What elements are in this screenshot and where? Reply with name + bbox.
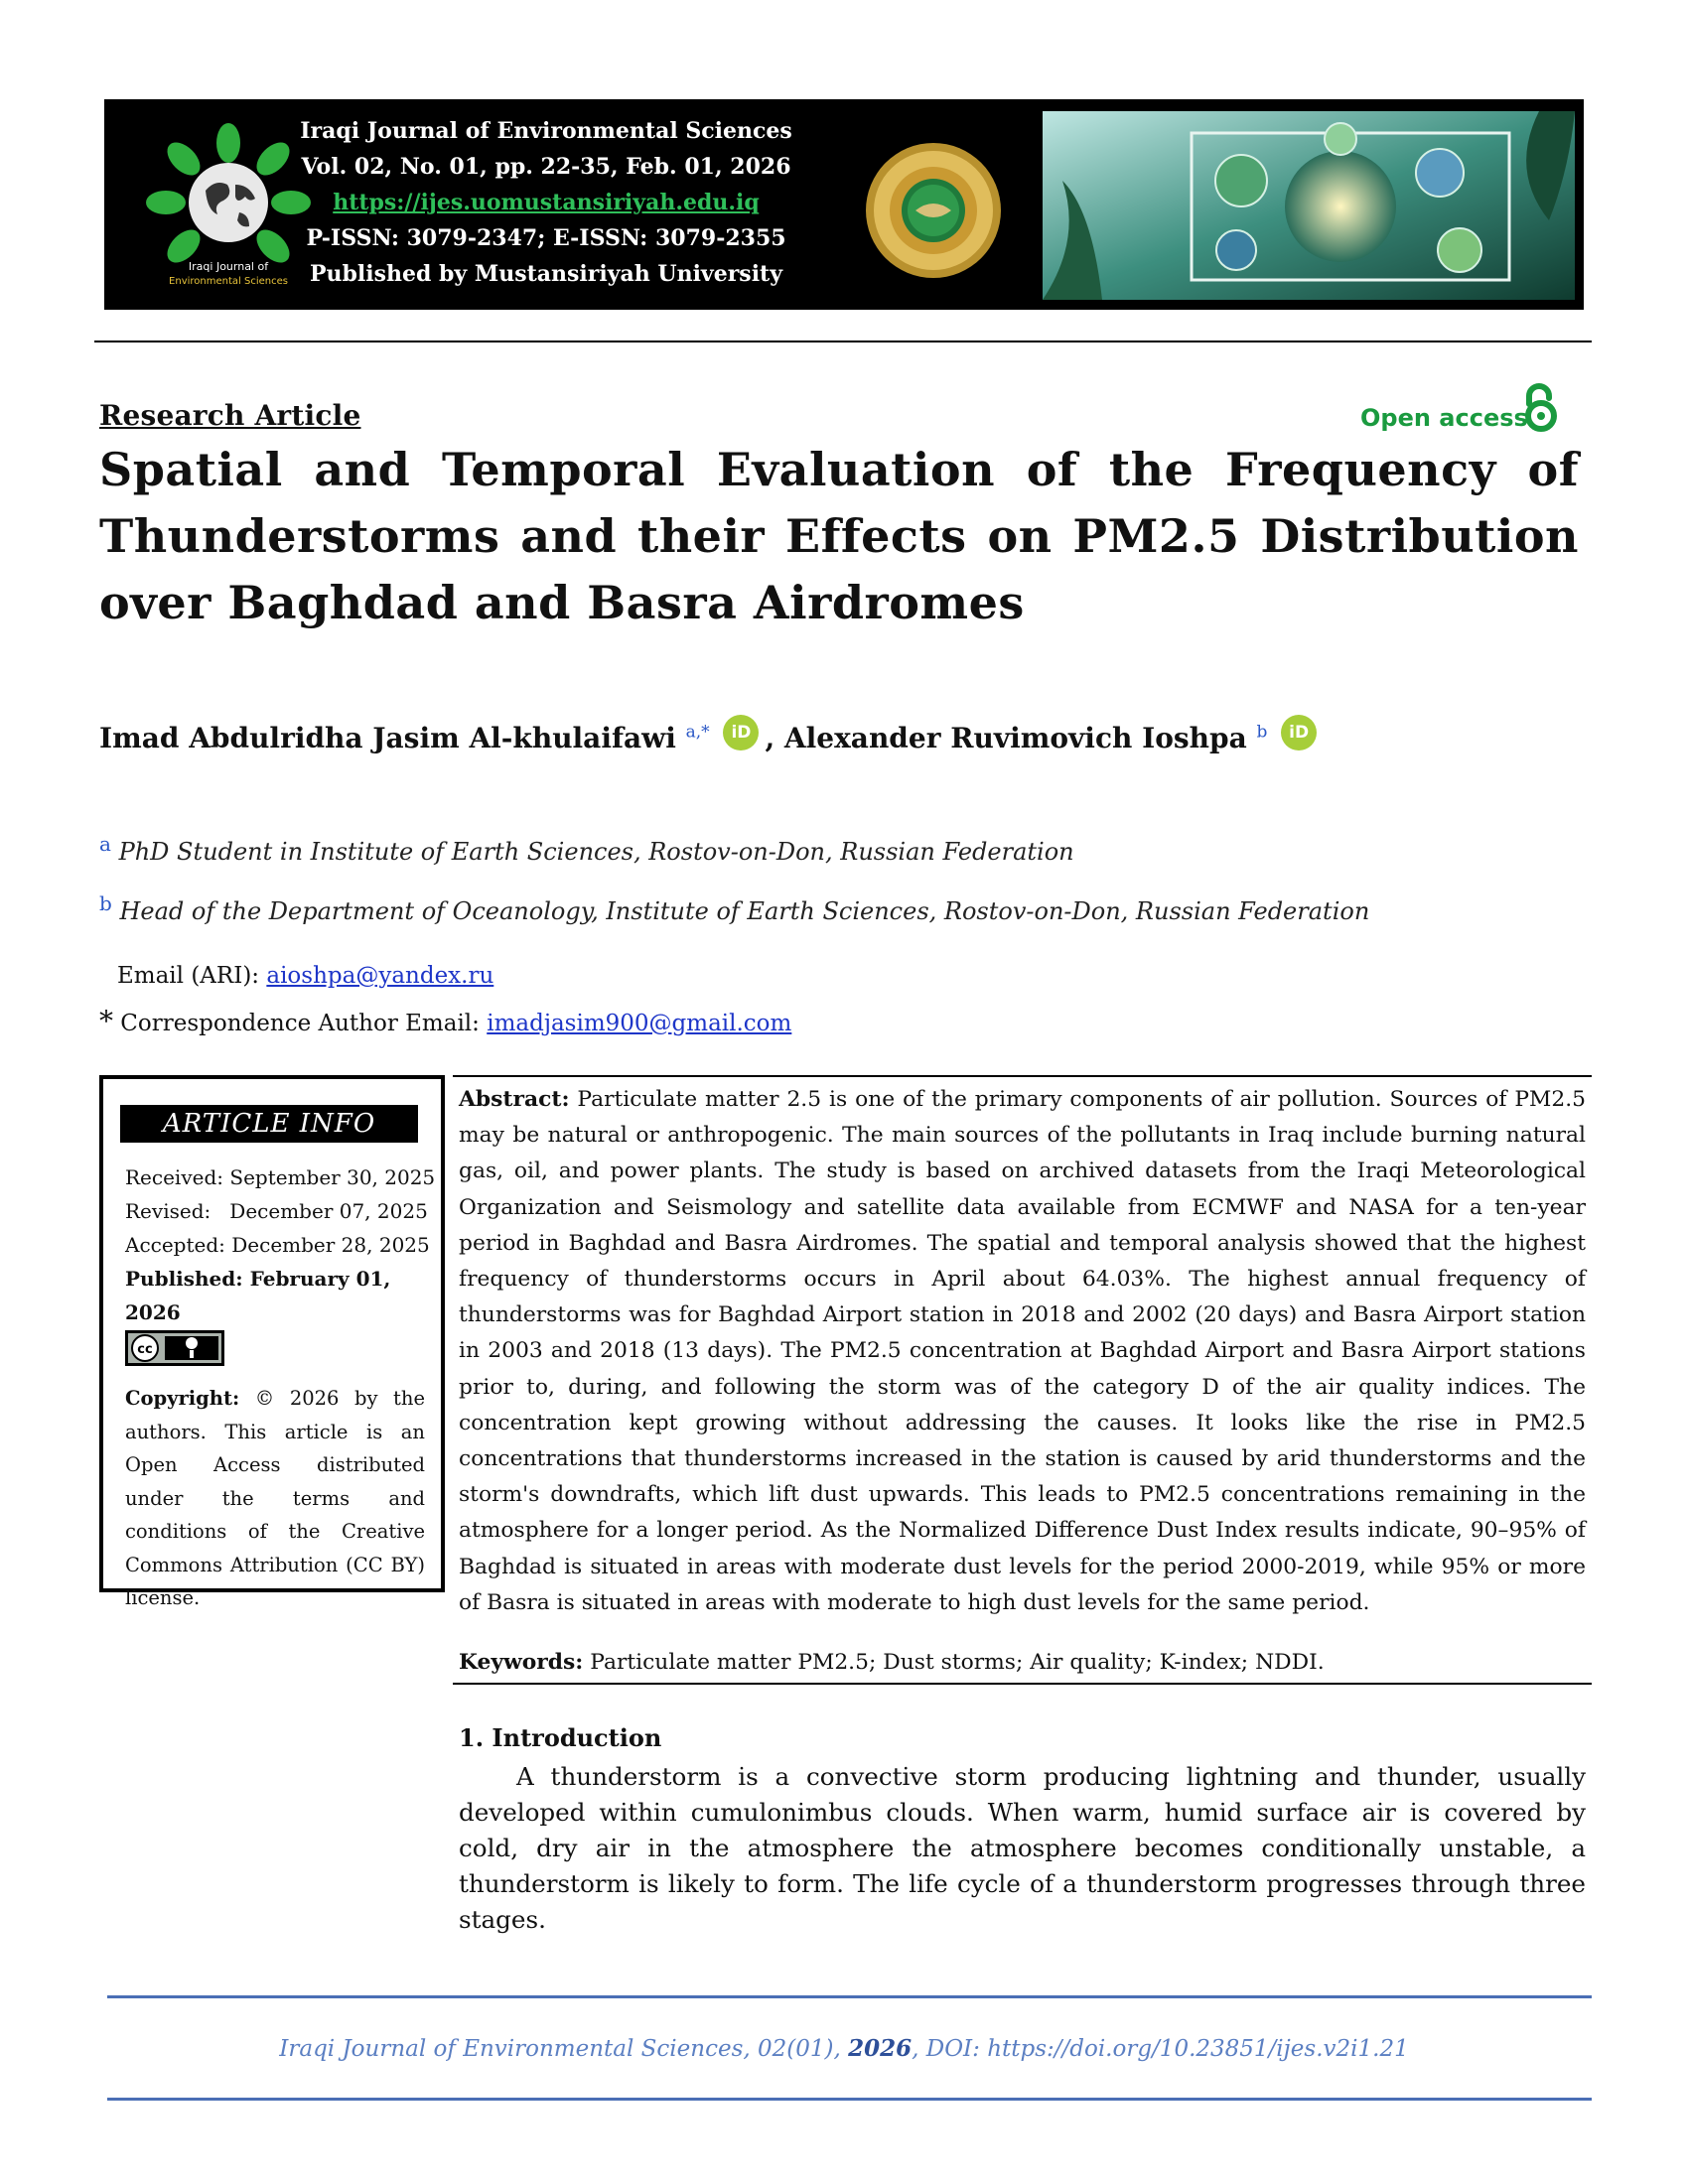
university-seal-icon — [864, 141, 1003, 280]
affiliation-b — [99, 891, 1369, 925]
journal-banner — [104, 99, 1584, 310]
volume-line: Vol. 02, No. 01, pp. 22-35, Feb. 01, 2026 — [301, 154, 791, 180]
journal-logo-icon — [144, 121, 313, 290]
author-affiliation-mark-2: b — [1256, 722, 1268, 743]
affiliation-a — [99, 832, 1074, 866]
abstract-top-divider — [453, 1075, 1592, 1077]
orcid-icon[interactable]: iD — [723, 715, 759, 751]
ari-email-link[interactable]: aioshpa@yandex.ru — [266, 963, 494, 989]
abstract — [459, 1082, 1586, 1621]
open-access-lock-icon — [1517, 382, 1565, 432]
affiliation-text: Head of the Department of Oceanology, Institute of Earth Sciences, Rostov-on-Don, Russian Federation — [119, 897, 1370, 925]
footer-top-divider — [107, 1995, 1592, 1998]
open-access-badge — [1360, 382, 1579, 432]
copyright-text: © 2026 by the authors. This article is an Open Access distributed under the terms and conditions of the Creative Commons Attribution (CC BY) license. — [125, 1387, 425, 1609]
cc-by-license-icon — [125, 1330, 224, 1366]
received-date: Received: September 30, 2025 — [125, 1165, 436, 1189]
correspondence-email-link[interactable]: imadjasim900@gmail.com — [487, 1011, 792, 1036]
svg-text:cc: cc — [137, 1342, 153, 1357]
keywords-divider — [453, 1683, 1592, 1685]
page-footer — [0, 2035, 1688, 2062]
affiliation-mark: a — [99, 832, 111, 856]
footer-bottom-divider — [107, 2098, 1592, 2101]
environment-collage-image — [1043, 111, 1575, 300]
accepted-date: Accepted: December 28, 2025 — [125, 1233, 430, 1257]
published-date: Published: February 01, 2026 — [125, 1267, 391, 1324]
paper-title: Spatial and Temporal Evaluation of the Frequency of Thunderstorms and their Effects on PM2.5 Distribution over Baghdad and Basra Airdromes — [99, 443, 1579, 629]
ari-email-line — [117, 963, 493, 989]
orcid-icon[interactable]: iD — [1281, 715, 1317, 751]
author-list — [99, 715, 1579, 754]
footer-year: 2026 — [848, 2035, 913, 2062]
keywords-text: Particulate matter PM2.5; Dust storms; Air quality; K-index; NDDI. — [583, 1650, 1325, 1675]
author-affiliation-mark-1: a,* — [685, 722, 710, 743]
article-type: Research Article — [99, 399, 361, 432]
revised-date: Revised: December 07, 2025 — [125, 1199, 428, 1223]
author-name-2: , Alexander Ruvimovich Ioshpa — [765, 722, 1247, 754]
publisher-line: Published by Mustansiriyah University — [309, 261, 782, 287]
copyright-label: Copyright: — [125, 1387, 240, 1410]
affiliation-mark: b — [99, 891, 112, 915]
article-info-box — [99, 1075, 445, 1609]
header-divider — [94, 341, 1592, 342]
article-info-heading: ARTICLE INFO — [120, 1105, 418, 1143]
keywords-label: Keywords: — [459, 1650, 584, 1675]
copyright-notice — [125, 1382, 425, 1615]
journal-url-link[interactable]: https://ijes.uomustansiriyah.edu.iq — [333, 190, 760, 215]
journal-details — [298, 113, 794, 292]
abstract-label: Abstract: — [459, 1087, 570, 1112]
author-name-1: Imad Abdulridha Jasim Al-khulaifawi — [99, 722, 676, 754]
abstract-text: Particulate matter 2.5 is one of the primary components of air pollution. Sources of PM2.5 may be natural or anthropogenic. The main sources of the pollutants in Iraq include burning natural gas, oil, and power plants. The study is based on archived datasets from the Iraqi Meteorological Organization and Seismology and satellite data available from ECMWF and NASA for a ten-year period in Baghdad and Basra Airdromes. The spatial and temporal analysis showed that the highest frequency of thunderstorms occurs in April about 64.03%. The highest annual frequency of thunderstorms was for Baghdad Airport station in 2018 and 2002 (20 days) and Basra Airport station in 2003 and 2018 (13 days). The PM2.5 concentration at Baghdad Airport and Basra Airport stations prior to, during, and following the storm was of the category D of the air quality indices. The concentration kept growing without addressing the causes. It looks like the rise in PM2.5 concentrations that thunderstorms increased in the station is caused by arid thunderstorms and the storm's downdrafts, which lift dust upwards. This leads to PM2.5 concentrations remaining in the atmosphere for a longer period. As the Normalized Difference Dust Index results indicate, 90–95% of Baghdad is situated in areas with moderate dust levels for the period 2000-2019, while 95% or more of Basra is situated in areas with moderate to high dust levels for the same period. — [459, 1087, 1586, 1615]
ari-email-label: Email (ARI): — [117, 963, 267, 989]
logo-text-line1: Iraqi Journal of — [188, 260, 269, 273]
keywords — [459, 1650, 1586, 1675]
affiliation-text: PhD Student in Institute of Earth Sciences, Rostov-on-Don, Russian Federation — [118, 838, 1074, 866]
journal-name: Iraqi Journal of Environmental Sciences — [300, 118, 792, 144]
issn-line: P-ISSN: 3079-2347; E-ISSN: 3079-2355 — [306, 225, 786, 251]
correspondence-email-label: Correspondence Author Email: — [113, 1011, 488, 1036]
introduction-text: A thunderstorm is a convective storm producing lightning and thunder, usually developed within cumulonimbus clouds. When warm, humid surface air is covered by cold, dry air in the atmosphere the atmosphere becomes conditionally unstable, a thunderstorm is likely to form. The life cycle of a thunderstorm progresses through three stages. — [459, 1762, 1586, 1934]
introduction-heading: 1. Introduction — [459, 1723, 662, 1752]
footer-citation: Iraqi Journal of Environmental Sciences, 02(01), — [279, 2036, 849, 2062]
correspondence-email-line — [99, 1005, 791, 1037]
logo-text-line2: Environmental Sciences — [169, 276, 288, 287]
open-access-label: Open access — [1360, 404, 1528, 432]
correspondence-star: * — [99, 1005, 113, 1037]
article-dates — [125, 1160, 441, 1329]
footer-doi[interactable]: , DOI: https://doi.org/10.23851/ijes.v2i1.21 — [912, 2036, 1409, 2062]
